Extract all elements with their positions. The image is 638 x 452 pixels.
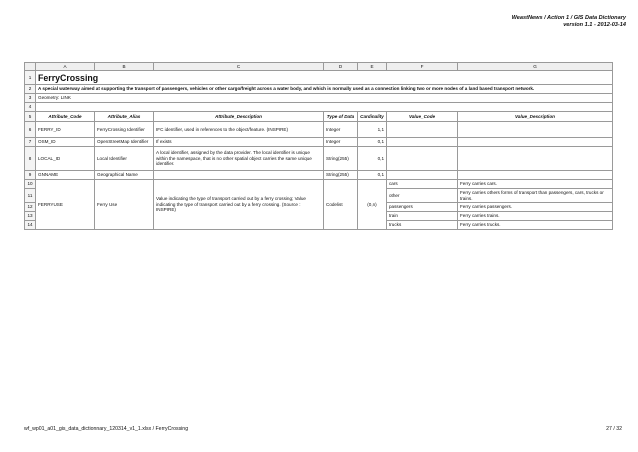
sheet-description: A special waterway aimed at supporting the transport of passengers, vehicles or other cargo/freight across a water body, and which is normally used as a connection linking two or more nodes of a land based transport network. [36, 85, 613, 94]
attribute-alias: Ferry Use [95, 180, 154, 230]
attribute-code: GNNAME [36, 171, 95, 180]
attribute-code: LOCAL_ID [36, 147, 95, 171]
column-header-row [25, 63, 613, 71]
cardinality: 0,1 [358, 138, 387, 147]
row-number: 2 [25, 85, 36, 94]
type-of-data: String(255) [324, 171, 358, 180]
footer-filename: wf_wp01_a01_gis_data_dictionnary_120314_v1_1.xlsx / FerryCrossing [24, 426, 189, 432]
header-value-description: Value_Description [458, 112, 613, 122]
row-number: 11 [25, 189, 36, 203]
value-code: other [387, 189, 458, 203]
value-code: cars [387, 180, 458, 189]
row-number: 6 [25, 122, 36, 138]
row-9 [25, 171, 613, 180]
value-code: train [387, 212, 458, 221]
value-code [387, 171, 458, 180]
attribute-code: FERRY_ID [36, 122, 95, 138]
header-title: WeastNews / Action 1 / GIS Data Dictionary [511, 15, 626, 21]
header-attribute-code: Attribute_Code [36, 112, 95, 122]
cardinality: 1,1 [358, 122, 387, 138]
row-number: 14 [25, 221, 36, 230]
row-number: 5 [25, 112, 36, 122]
attribute-description [154, 171, 324, 180]
row-number: 12 [25, 203, 36, 212]
document-header [512, 15, 626, 29]
attribute-alias: Geographical Name [95, 171, 154, 180]
type-of-data: String(255) [324, 147, 358, 171]
value-code: trucks [387, 221, 458, 230]
attribute-alias: FerryCrossing Identifier [95, 122, 154, 138]
header-version: version 1.1 - 2012-03-14 [563, 22, 626, 28]
header-value-code: Value_Code [387, 112, 458, 122]
type-of-data: Codelist [324, 180, 358, 230]
value-description [458, 138, 613, 147]
row-10 [25, 180, 613, 189]
column-header-a: A [36, 63, 95, 71]
value-description: Ferry carries others forms of transport than passengers, cars, trucks or trains. [458, 189, 613, 203]
attribute-description: IFC identifier, used in references to the object/feature. (INSPIRE) [154, 122, 324, 138]
cardinality: 0,1 [358, 147, 387, 171]
value-description: Ferry carries trucks. [458, 221, 613, 230]
value-code [387, 122, 458, 138]
row-8 [25, 147, 613, 171]
attribute-description: A local identifier, assigned by the data provider. The local identifier is unique within the namespace, that is no other spatial object carries the same unique identifier. [154, 147, 324, 171]
row-number: 1 [25, 71, 36, 85]
header-attribute-description: Attribute_Description [154, 112, 324, 122]
corner-cell [25, 63, 36, 71]
attribute-description: If exists [154, 138, 324, 147]
value-code [387, 147, 458, 171]
type-of-data: Integer [324, 122, 358, 138]
value-code: passengers [387, 203, 458, 212]
header-cardinality: Cardinality [358, 112, 387, 122]
row-2 [25, 85, 613, 94]
header-attribute-alias: Attribute_Alias [95, 112, 154, 122]
value-description: Ferry carries trains. [458, 212, 613, 221]
cardinality: (0,n) [358, 180, 387, 230]
row-number: 7 [25, 138, 36, 147]
attribute-alias: OpenStreetMap Identifier [95, 138, 154, 147]
row-number: 10 [25, 180, 36, 189]
column-header-d: D [324, 63, 358, 71]
row-6 [25, 122, 613, 138]
cardinality: 0,1 [358, 171, 387, 180]
empty-cell [36, 103, 613, 112]
row-7 [25, 138, 613, 147]
attribute-code: OSM_ID [36, 138, 95, 147]
column-header-c: C [154, 63, 324, 71]
sheet-title: FerryCrossing [36, 71, 613, 85]
header-type-of-data: Type of Data [324, 112, 358, 122]
attribute-description: Value indicating the type of transport carried out by a ferry crossing; Value indicating the type of transport carried out by a ferry crossing. (Source : INSPIRE) [154, 180, 324, 230]
row-number: 8 [25, 147, 36, 171]
column-header-b: B [95, 63, 154, 71]
column-header-e: E [358, 63, 387, 71]
row-number: 3 [25, 94, 36, 103]
row-number: 4 [25, 103, 36, 112]
type-of-data: Integer [324, 138, 358, 147]
row-number: 9 [25, 171, 36, 180]
footer-page-number: 27 / 32 [606, 426, 622, 432]
value-code [387, 138, 458, 147]
column-header-f: F [387, 63, 458, 71]
row-1 [25, 71, 613, 85]
spreadsheet-table [24, 62, 613, 230]
value-description [458, 122, 613, 138]
attribute-code: FERRYUSE [36, 180, 95, 230]
row-3 [25, 94, 613, 103]
row-number: 13 [25, 212, 36, 221]
row-5 [25, 112, 613, 122]
column-header-g: G [458, 63, 613, 71]
value-description [458, 171, 613, 180]
value-description [458, 147, 613, 171]
value-description: Ferry carries cars. [458, 180, 613, 189]
attribute-alias: Local Identifier [95, 147, 154, 171]
value-description: Ferry carries passengers. [458, 203, 613, 212]
geometry-type: Geometry: LINK [36, 94, 613, 103]
row-4 [25, 103, 613, 112]
